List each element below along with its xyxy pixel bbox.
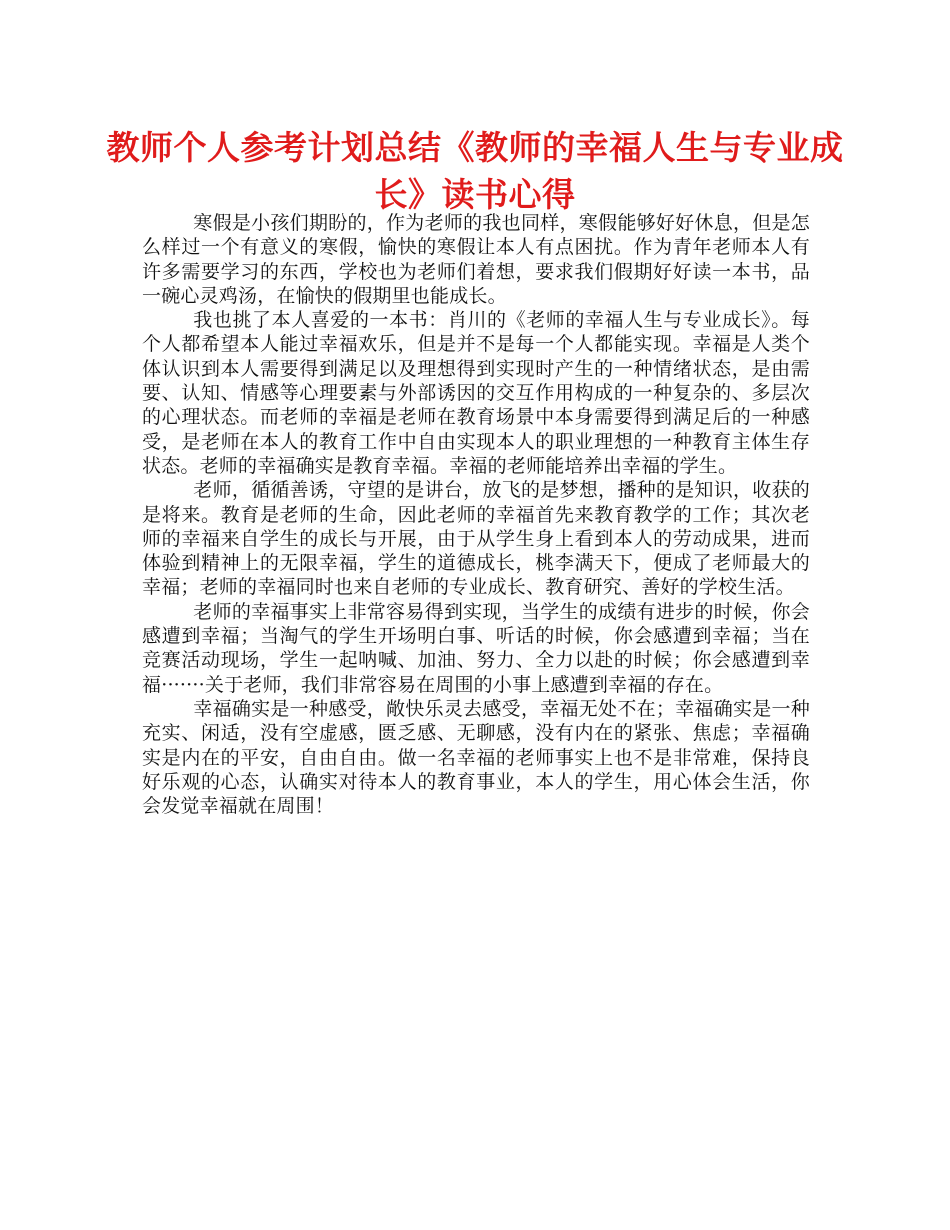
document-title: 教师个人参考计划总结《教师的幸福人生与专业成长》读书心得 <box>106 128 844 214</box>
paragraph-5: 幸福确实是一种感受，敞快乐灵去感受，幸福无处不在；幸福确实是一种充实、闲适，没有空虚感，匮乏感、无聊感，没有内在的紧张、焦虑；幸福确实是内在的平安，自由自由。做一名幸福的老师事实上也不是非常难，保持良好乐观的心态，认确实对待本人的教育事业，本人的学生，用心体会生活，你会发觉幸福就在周围！ <box>142 697 810 818</box>
paragraph-2: 我也挑了本人喜爱的一本书：肖川的《老师的幸福人生与专业成长》。每个人都希望本人能过幸福欢乐，但是并不是每一个人都能实现。幸福是人类个体认识到本人需要得到满足以及理想得到实现时产生的一种情绪状态，是由需要、认知、情感等心理要素与外部诱因的交互作用构成的一种复杂的、多层次的心理状态。而老师的幸福是老师在教育场景中本身需要得到满足后的一种感受，是老师在本人的教育工作中自由实现本人的职业理想的一种教育主体生存状态。老师的幸福确实是教育幸福。幸福的老师能培养出幸福的学生。 <box>142 309 810 477</box>
document-body <box>142 211 810 818</box>
paragraph-1: 寒假是小孩们期盼的，作为老师的我也同样，寒假能够好好休息，但是怎么样过一个有意义的寒假，愉快的寒假让本人有点困扰。作为青年老师本人有许多需要学习的东西，学校也为老师们着想，要求我们假期好好读一本书，品一碗心灵鸡汤，在愉快的假期里也能成长。 <box>142 212 810 307</box>
paragraph-4: 老师的幸福事实上非常容易得到实现，当学生的成绩有进步的时候，你会感遭到幸福；当淘气的学生开场明白事、听话的时候，你会感遭到幸福；当在竞赛活动现场，学生一起呐喊、加油、努力、全力以赴的时候；你会感遭到幸福·······关于老师，我们非常容易在周围的小事上感遭到幸福的存在。 <box>142 600 810 696</box>
paragraph-3: 老师，循循善诱，守望的是讲台，放飞的是梦想，播种的是知识，收获的是将来。教育是老师的生命，因此老师的幸福首先来教育教学的工作；其次老师的幸福来自学生的成长与开展，由于从学生身上看到本人的劳动成果，进而体验到精神上的无限幸福，学生的道德成长，桃李满天下，便成了老师最大的幸福；老师的幸福同时也来自老师的专业成长、教育研究、善好的学校生活。 <box>142 479 810 599</box>
